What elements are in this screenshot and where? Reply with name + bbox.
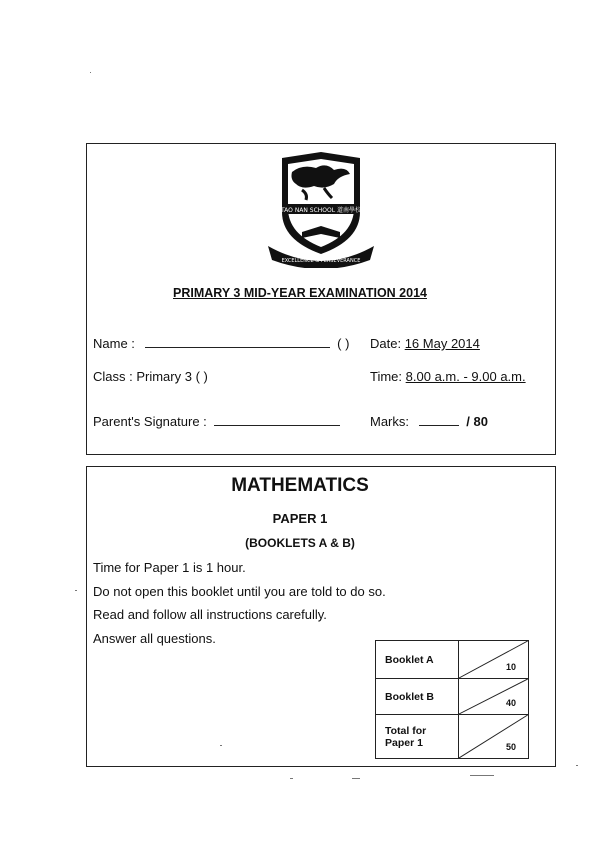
marks-row	[370, 414, 488, 429]
school-crest-logo	[268, 150, 374, 268]
booklet-b-max: 40	[505, 698, 516, 708]
signature-row	[93, 414, 340, 429]
subject-title: MATHEMATICS	[231, 475, 369, 496]
booklet-b-label: Booklet B	[376, 679, 459, 715]
instruction-item: Time for Paper 1 is 1 hour.	[93, 560, 246, 575]
scan-speck	[576, 765, 578, 766]
instruction-item: Answer all questions.	[93, 631, 216, 646]
total-max: 50	[505, 742, 516, 752]
date-value: 16 May 2014	[404, 336, 480, 351]
marks-label: Marks:	[370, 414, 409, 429]
booklet-a-max: 10	[505, 662, 516, 672]
name-row	[93, 336, 349, 351]
instruction-item: Read and follow all instructions carefully.	[93, 607, 327, 622]
name-label: Name :	[93, 336, 135, 351]
scan-speck	[220, 745, 222, 746]
name-field[interactable]	[145, 336, 330, 348]
marks-table	[375, 640, 529, 759]
table-row	[376, 679, 529, 715]
time-value: 8.00 a.m. - 9.00 a.m.	[405, 369, 526, 384]
booklet-b-score-cell[interactable]	[459, 679, 529, 715]
svg-text:TAO NAN SCHOOL 道南學校: TAO NAN SCHOOL 道南學校	[280, 207, 362, 214]
scan-speck	[75, 590, 77, 591]
exam-title: PRIMARY 3 MID-YEAR EXAMINATION 2014	[173, 286, 427, 300]
total-label: Total for Paper 1	[376, 715, 459, 759]
date-label: Date:	[370, 336, 402, 351]
table-row	[376, 641, 529, 679]
scan-speck	[352, 778, 360, 779]
signature-field[interactable]	[214, 414, 340, 426]
table-row	[376, 715, 529, 759]
booklet-a-score-cell[interactable]	[459, 641, 529, 679]
booklets-label: (BOOKLETS A & B)	[245, 536, 355, 550]
scan-speck	[470, 775, 494, 776]
marks-field[interactable]	[419, 414, 459, 426]
date-row	[370, 336, 480, 351]
total-score-cell[interactable]	[459, 715, 529, 759]
index-number-field[interactable]: ( )	[337, 336, 350, 351]
svg-text:EXCELLENCE & PERSEVERANCE: EXCELLENCE & PERSEVERANCE	[281, 258, 361, 264]
marks-total: / 80	[466, 414, 488, 429]
time-row	[370, 369, 526, 384]
paper-label: PAPER 1	[272, 511, 328, 526]
booklet-a-label: Booklet A	[376, 641, 459, 679]
scan-speck	[290, 778, 293, 779]
instruction-item: Do not open this booklet until you are told to do so.	[93, 584, 386, 599]
time-label: Time:	[370, 369, 403, 384]
class-field[interactable]: Class : Primary 3 ( )	[93, 369, 208, 384]
scan-speck	[90, 72, 91, 73]
signature-label: Parent's Signature :	[93, 414, 207, 429]
